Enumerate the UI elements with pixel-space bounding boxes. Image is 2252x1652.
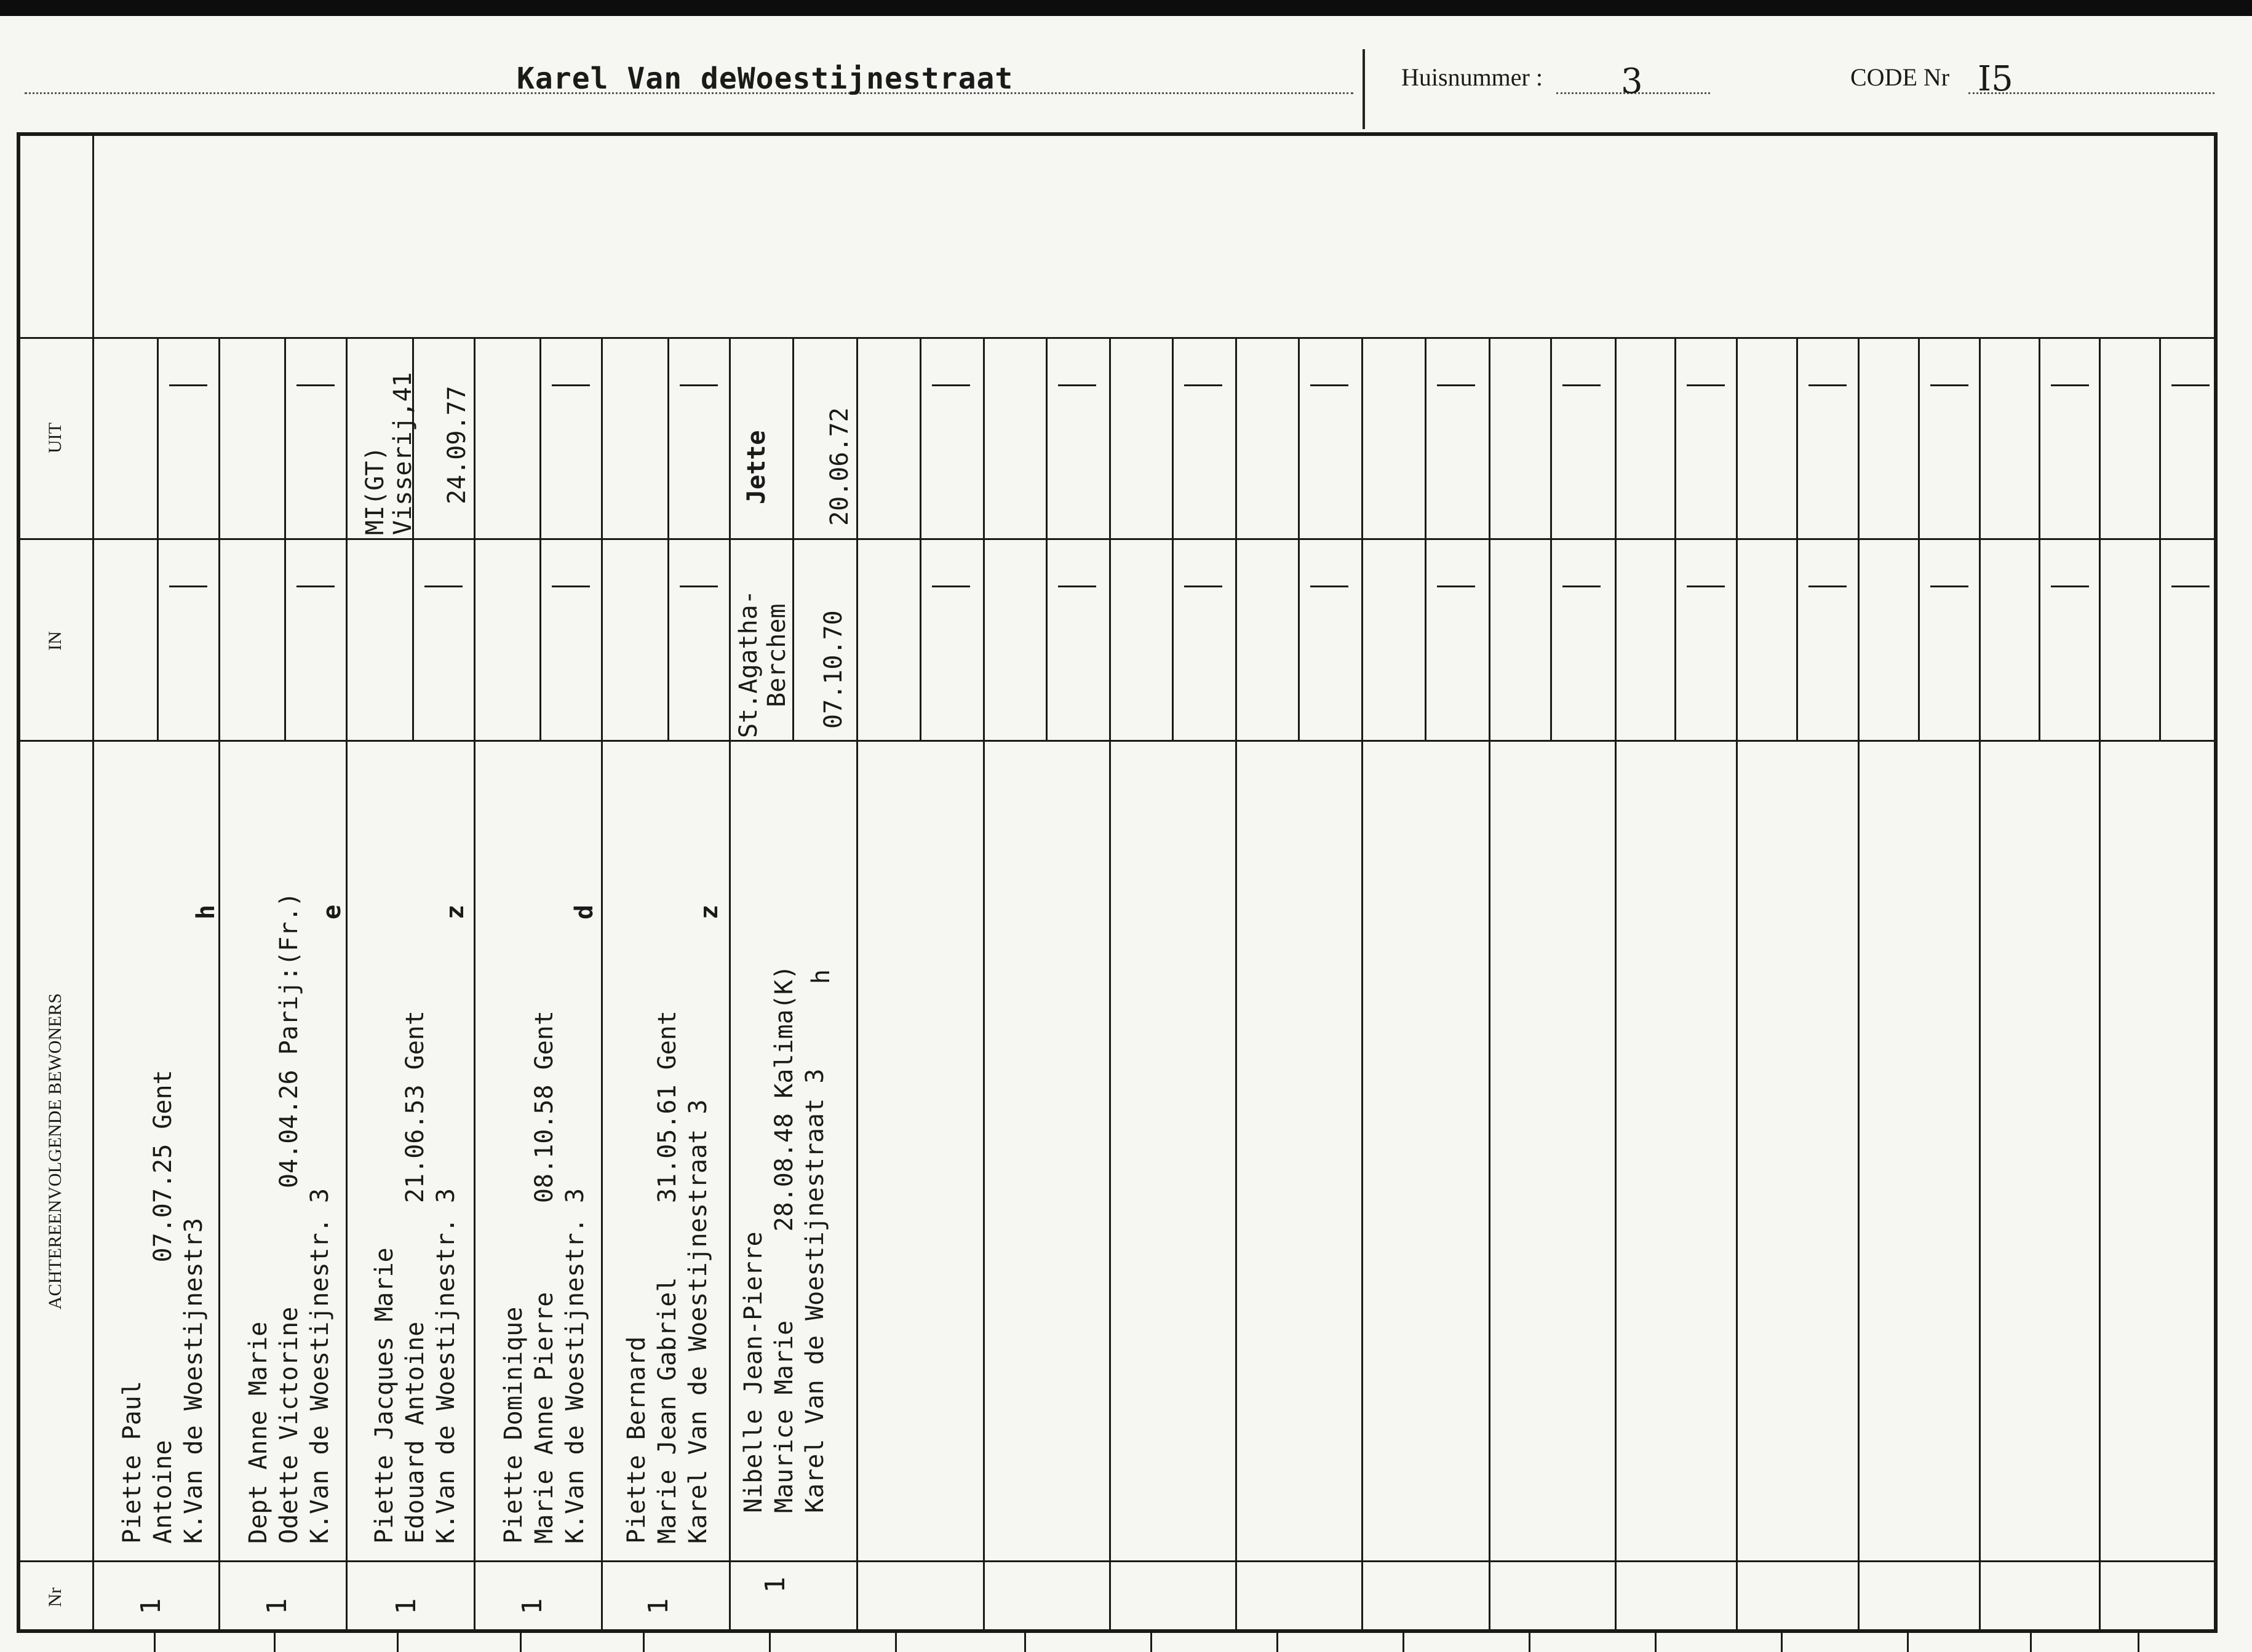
in-dash [1058, 586, 1096, 587]
resident-mark: e [318, 904, 346, 919]
in-date: 07.10.70 [819, 610, 848, 729]
huisnummer-label: Huisnummer : [1401, 63, 1543, 91]
in-dash [1310, 586, 1348, 587]
subcolumn-9 [1172, 337, 1174, 740]
column-border-11 [1489, 337, 1490, 1633]
uit-dash [1058, 384, 1096, 386]
in-dash [1562, 586, 1601, 587]
form-header [0, 37, 2252, 129]
bottom-tick [274, 1633, 276, 1652]
bottom-tick [1655, 1633, 1657, 1652]
resident-line-1: Piette Jacques Marie [370, 1247, 399, 1544]
column-border-13 [1736, 337, 1738, 1633]
resident-line-2: Odette Victorine 04.04.26 Parij:(Fr.) [275, 892, 303, 1544]
resident-entry [498, 1011, 591, 1544]
resident-nr: 1 [391, 1598, 422, 1614]
resident-entry [369, 1011, 461, 1544]
resident-line-3: K.Van de Woestijnestr. 3 [432, 1188, 460, 1544]
subcolumn-5 [667, 337, 669, 740]
subcolumn-4 [539, 337, 541, 740]
in-dash [169, 586, 207, 587]
divider-uit-in [18, 538, 2218, 540]
bottom-tick [520, 1633, 522, 1652]
column-border-15 [1979, 337, 1981, 1633]
resident-line-3: K.Van de Woestijnestr3 [180, 1218, 208, 1544]
divider-in-bewoners [18, 740, 2218, 742]
in-dash [424, 586, 463, 587]
column-border-8 [1109, 337, 1111, 1633]
bewoners-label: ACHTEREENVOLGENDE BEWONERS [45, 993, 65, 1310]
subcolumn-12 [1550, 337, 1552, 740]
uit-dash [1184, 384, 1222, 386]
subcolumn-2 [284, 337, 286, 740]
bottom-tick [1276, 1633, 1278, 1652]
divider-bewoners-nr [18, 1560, 2218, 1562]
bottom-tick [1781, 1633, 1783, 1652]
subcolumn-11 [1425, 337, 1426, 740]
in-dash [1930, 586, 1968, 587]
subcolumn-16 [2039, 337, 2040, 740]
street-name: Karel Van deWoestijnestraat [517, 62, 1014, 96]
bottom-tick [154, 1633, 156, 1652]
uit-dash [1687, 384, 1725, 386]
bottom-tick [2138, 1633, 2139, 1652]
column-border-12 [1615, 337, 1617, 1633]
label-column-border [92, 132, 94, 1633]
in-dash [1687, 586, 1725, 587]
resident-entry [117, 1070, 209, 1544]
resident-entry [243, 892, 335, 1544]
subcolumn-1 [157, 337, 159, 740]
resident-line-3: Karel Van de Woestijnestraat 3 [801, 1068, 829, 1513]
bottom-tick [1150, 1633, 1152, 1652]
resident-entry [621, 1011, 714, 1544]
uit-place: MI(GT) [361, 446, 389, 535]
resident-nr: 1 [261, 1598, 293, 1614]
bottom-tick [1403, 1633, 1404, 1652]
uit-dash [2051, 384, 2089, 386]
subcolumn-13 [1674, 337, 1676, 740]
bottom-tick [769, 1633, 771, 1652]
resident-line-1: Dept Anne Marie [244, 1321, 273, 1544]
in-dash [1437, 586, 1475, 587]
divider-top-blank [92, 337, 2218, 339]
uit-dash [1808, 384, 1847, 386]
in-dash [2051, 586, 2089, 587]
nr-label: Nr [45, 1587, 65, 1607]
uit-dash [1930, 384, 1968, 386]
resident-line-3: K.Van de Woestijnestr. 3 [306, 1188, 334, 1544]
subcolumn-7 [920, 337, 921, 740]
divider-label-top [18, 337, 92, 339]
column-border-9 [1235, 337, 1237, 1633]
uit-date: 20.06.72 [826, 407, 854, 526]
huisnummer-value: 3 [1621, 62, 1643, 101]
uit-date: 24.09.77 [443, 386, 471, 504]
in-place-line2: Berchem [763, 603, 791, 707]
uit-label: UIT [45, 423, 65, 453]
column-border-16 [2099, 337, 2101, 1633]
column-border-2 [346, 337, 348, 1633]
scan-top-edge [0, 0, 2252, 16]
column-border-1 [218, 337, 220, 1633]
uit-dash [169, 384, 207, 386]
code-value: I5 [1978, 59, 2013, 99]
resident-line-2: Antoine 07.07.25 Gent [149, 1070, 177, 1544]
column-border-10 [1361, 337, 1363, 1633]
bottom-tick [1907, 1633, 1909, 1652]
in-dash [1184, 586, 1222, 587]
resident-nr: 1 [517, 1598, 548, 1614]
resident-nr: 1 [760, 1576, 791, 1593]
in-label: IN [45, 631, 65, 651]
resident-mark: d [570, 904, 599, 919]
resident-line-3: K.Van de Woestijnestr. 3 [561, 1188, 589, 1544]
subcolumn-15 [1918, 337, 1920, 740]
column-border-14 [1858, 337, 1860, 1633]
resident-line-2: Edouard Antoine 21.06.53 Gent [401, 1011, 429, 1544]
resident-line-2: Maurice Marie 28.08.48 Kalima(K) [770, 964, 798, 1513]
resident-line-1: Piette Paul [118, 1381, 146, 1544]
column-border-7 [983, 337, 985, 1633]
in-dash [2171, 586, 2210, 587]
uit-dash [296, 384, 335, 386]
in-dash [932, 586, 970, 587]
resident-mark: z [695, 904, 723, 919]
uit-place-line2: Visserij,41 [389, 372, 417, 535]
column-border-6 [856, 337, 858, 1633]
bottom-tick [2030, 1633, 2032, 1652]
bottom-tick [1529, 1633, 1530, 1652]
resident-mark: h [807, 969, 835, 984]
bottom-tick [895, 1633, 897, 1652]
bottom-tick [1024, 1633, 1026, 1652]
bottom-tick [643, 1633, 645, 1652]
column-border-5 [729, 337, 731, 1633]
uit-dash [680, 384, 718, 386]
resident-nr: 1 [643, 1598, 674, 1614]
resident-line-2: Marie Jean Gabriel 31.05.61 Gent [653, 1011, 682, 1544]
resident-mark: z [441, 904, 469, 919]
resident-line-3: Karel Van de Woestijnestraat 3 [684, 1099, 712, 1544]
uit-place: Jette [742, 430, 771, 504]
in-dash [680, 586, 718, 587]
subcolumn-8 [1046, 337, 1048, 740]
resident-entry [738, 965, 830, 1513]
resident-mark: h [192, 904, 220, 919]
column-border-4 [601, 337, 603, 1633]
in-dash [296, 586, 335, 587]
in-place: St.Agatha- [734, 590, 763, 738]
bottom-tick [397, 1633, 399, 1652]
in-dash [552, 586, 590, 587]
subcolumn-14 [1796, 337, 1798, 740]
in-dash [1808, 586, 1847, 587]
code-label: CODE Nr [1850, 63, 1950, 91]
uit-dash [552, 384, 590, 386]
subcolumn-17 [2159, 337, 2161, 740]
subcolumn-6 [792, 337, 794, 740]
column-border-3 [474, 337, 475, 1633]
resident-nr: 1 [135, 1598, 167, 1614]
subcolumn-10 [1298, 337, 1300, 740]
uit-dash [1562, 384, 1601, 386]
resident-line-1: Piette Dominique [499, 1306, 528, 1544]
uit-dash [1310, 384, 1348, 386]
uit-dash [2171, 384, 2210, 386]
resident-line-1: Piette Bernard [623, 1336, 651, 1544]
resident-line-2: Marie Anne Pierre 08.10.58 Gent [530, 1011, 559, 1544]
resident-line-1: Nibelle Jean-Pierre [739, 1231, 768, 1513]
header-separator [1363, 49, 1365, 129]
uit-dash [1437, 384, 1475, 386]
uit-dash [932, 384, 970, 386]
